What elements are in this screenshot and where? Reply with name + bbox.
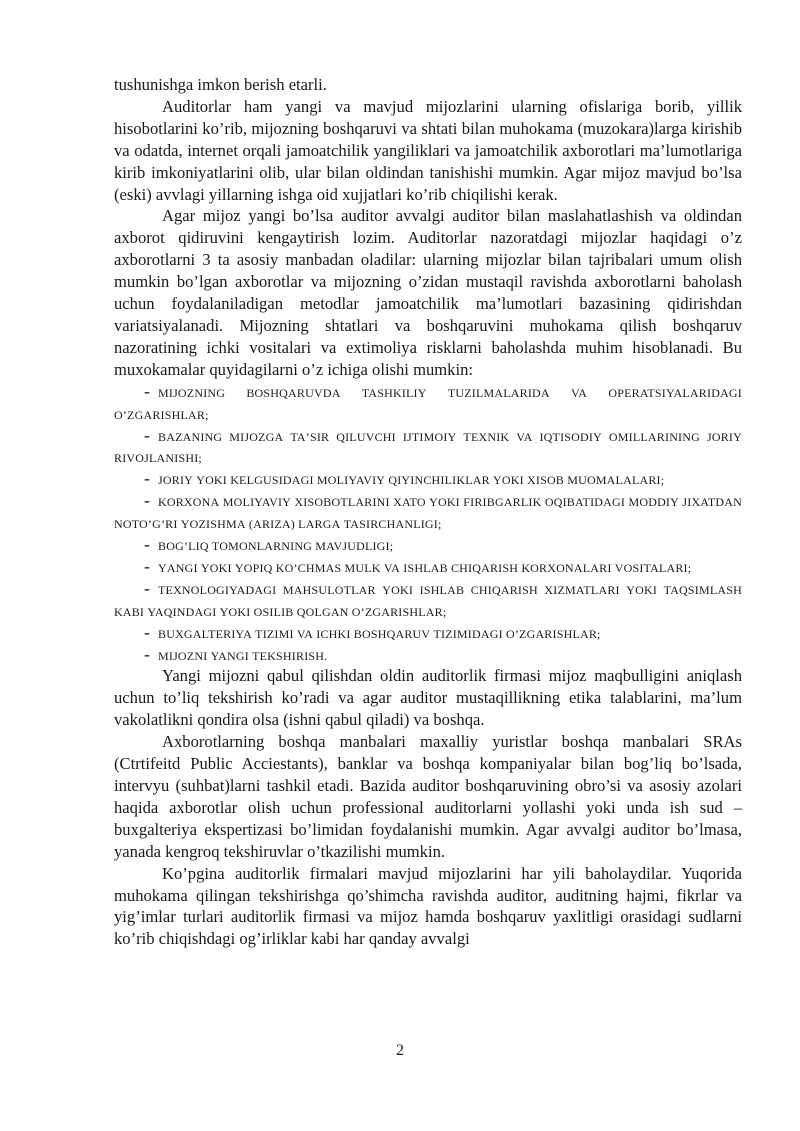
page-number: 2: [396, 1042, 404, 1059]
list-item-text: Joriy yoki kelgusidagi moliyaviy qiyinchiliklar yoki xisob muomalalari;: [158, 468, 665, 489]
list-item-text: Bog’liq tomonlarning mavjudligi;: [158, 534, 394, 555]
list-item-text: Buxgalteriya tizimi va ichki boshqaruv tizimidagi o’zgarishlar;: [158, 621, 601, 642]
list-marker: -: [144, 577, 151, 598]
paragraph-client-acceptance: Yangi mijozni qabul qilishdan oldin auditorlik firmasi mijoz maqbulligini aniqlash uchun to’liq tekshirish ko’radi va agar auditor mustaqillikning etika talablarini, ma’lum vakolatlikni qondira olsa (ishni qabul qiladi) va boshqa.: [114, 666, 742, 730]
list-marker: -: [144, 643, 151, 664]
list-item-text: Texnologiyadagi mahsulotlar yoki ishlab chiqarish xizmatlari yoki taqsimlash kabi yaqindagi yoki osilib qolgan o’zgarishlar;: [114, 577, 742, 620]
list-marker: -: [144, 468, 151, 489]
list-item-text: Mijozning boshqaruvda tashkiliy tuzilmalarida va operatsiyalaridagi o’zgarishlar;: [114, 380, 742, 423]
list-item-text: Bazaning mijozga ta’sir qiluvchi ijtimoiy texnik va iqtisodiy omillarining joriy rivojlanishi;: [114, 424, 742, 467]
list-item: [114, 578, 742, 622]
list-marker: -: [144, 380, 151, 401]
list-item: [114, 644, 742, 666]
discussion-topics-list: [114, 381, 742, 666]
paragraph-continuation: tushunishga imkon berish etarli.: [114, 75, 327, 94]
list-item: [114, 381, 742, 425]
list-item: [114, 490, 742, 534]
paragraph-other-sources: Axborotlarning boshqa manbalari maxalliy yuristlar boshqa manbalari SRAs (Ctrtifeitd Public Acciestants), banklar va boshqa kompaniyalar bilan bog’liq bo’lsada, intervyu (suhbat)larni tashkil etadi. Bazida auditor boshqaruvining obro’si va asosiy azolari haqida axborotlar olish uchun professional auditorlarni yollashi yoki unda ish sud – buxgalteriya ekspertizasi bo’limidan foydalanishi mumkin. Agar avvalgi auditor bo’lmasa, yanada kengroq tekshiruvlar o’tkazilishi mumkin.: [114, 732, 742, 861]
list-marker: -: [144, 490, 151, 511]
list-item: [114, 556, 742, 578]
list-item-text: Yangi yoki yopiq ko’chmas mulk va ishlab chiqarish korxonalari vositalari;: [158, 555, 692, 576]
list-item-text: Korxona moliyaviy xisobotlarini xato yoki firibgarlik oqibatidagi moddiy jixatdan noto’g’ri yozishma (ariza) larga tasirchanligi;: [114, 490, 742, 533]
list-item-text: Mijozni yangi tekshirish.: [158, 643, 328, 664]
list-item: [114, 622, 742, 644]
paragraph-annual-evaluation: Ko’pgina auditorlik firmalari mavjud mijozlarini har yili baholaydilar. Yuqorida muhokama qilingan tekshirishga qo’shimcha ravishda auditor, auditning hajmi, fikrlar va yig’imlar turlari auditorlik firmasi va mijoz hamda boshqaruv yaxlitligi orasidagi sudlarni ko’rib chiqishdagi og’irliklar kabi har qanday avvalgi: [114, 863, 742, 949]
list-item: [114, 468, 742, 490]
list-marker: -: [144, 534, 151, 555]
list-item: [114, 534, 742, 556]
paragraph-new-client: Agar mijoz yangi bo’lsa auditor avvalgi auditor bilan maslahatlashish va oldindan axborot qidiruvini kengaytirish lozim. Auditorlar nazoratdagi mijozlar haqidagi o’z axborotlarni 3 ta asosiy manbadan oladilar: ularning mijozlar bilan tajribalari umum olish mumkin bo’lgan axborotlar va mijozning o’zidan mustaqil ravishda axborotlarni baholash uchun foydalaniladigan metodlar jamoatchilik ma’lumotlari bazasining qidirishdan variatsiyalanadi. Mijozning shtatlari va boshqaruvini muhokama qilish boshqaruv nazoratining ichki vositalari va extimoliya risklarni baholashda muhim hisoblanadi. Bu muxokamalar quyidagilarni o’z ichiga olishi mumkin:: [114, 206, 742, 379]
list-marker: -: [144, 621, 151, 642]
paragraph-auditors-clients: Auditorlar ham yangi va mavjud mijozlarini ularning ofislariga borib, yillik hisobotlarini ko’rib, mijozning boshqaruvi va shtati bilan muhokama (muzokara)larga kirishib va odatda, internet orqali jamoatchilik yangiliklari va jamoatchilik axborotlari ma’lumotlariga kirib imkoniyatlarini olib, ular bilan oldindan tanishishi mumkin. Agar mijoz mavjud bo’lsa (eski) avvlagi yillarning ishga oid xujjatlari ko’rib chiqilishi kerak.: [114, 96, 742, 204]
list-marker: -: [144, 424, 151, 445]
list-marker: -: [144, 555, 151, 576]
document-page: [114, 74, 742, 950]
list-item: [114, 425, 742, 469]
